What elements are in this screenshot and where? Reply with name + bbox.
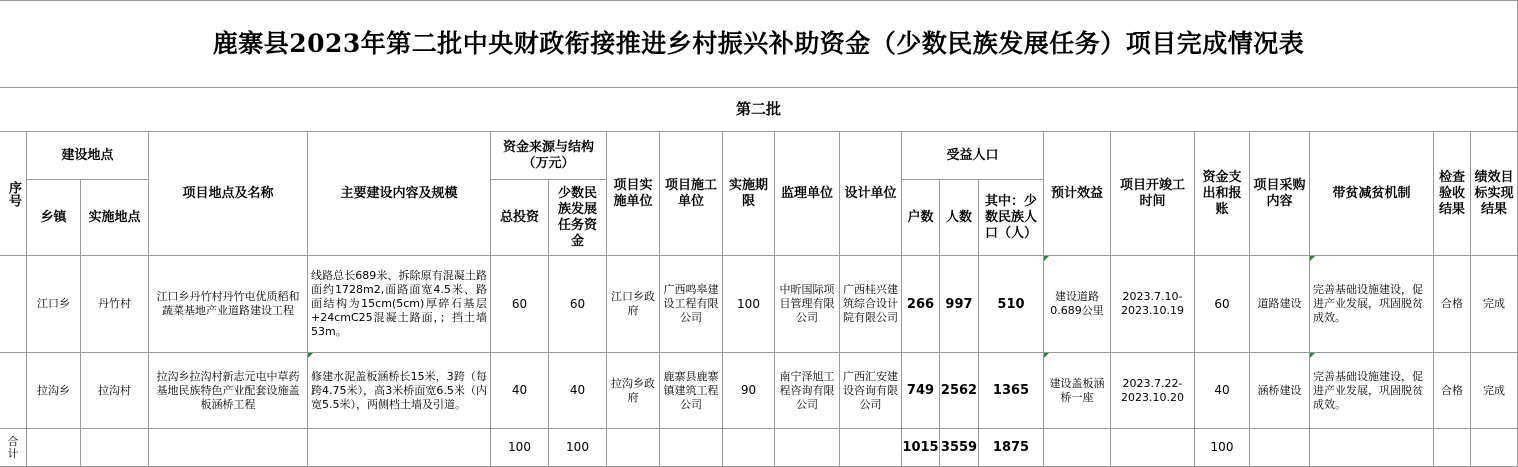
row-1-people: 997	[940, 256, 979, 353]
row-1-content: 线路总长689米、拆除原有混凝土路面约1728m2,面路面宽4.5米、路面结构为15cm(5cm)厚碎石基层+24cmC25混凝土路面，；挡土墙53m。	[308, 256, 491, 353]
header-start-end: 项目开竣工时间	[1111, 132, 1195, 256]
comment-marker-icon	[1044, 256, 1049, 261]
total-project-name	[149, 429, 308, 467]
header-mechanism: 带贫减贫机制	[1310, 132, 1434, 256]
table-title: 鹿寨县2023年第二批中央财政衔接推进乡村振兴补助资金（少数民族发展任务）项目完成情况表	[0, 0, 1518, 88]
header-people: 人数	[940, 180, 979, 256]
header-expense: 资金支出和报账	[1195, 132, 1250, 256]
header-seq: 序号	[0, 132, 27, 256]
header-supervision: 监理单位	[775, 132, 840, 256]
row-2-design: 广西汇安建设咨询有限公司	[840, 353, 902, 429]
total-mechanism	[1310, 429, 1434, 467]
header-minority-people: 其中：少数民族人口（人）	[979, 180, 1044, 256]
table-row-1-seq	[0, 256, 27, 353]
row-1-township: 江口乡	[27, 256, 81, 353]
row-1-procurement: 道路建设	[1250, 256, 1310, 353]
batch-label: 第二批	[0, 88, 1518, 132]
row-1-minority-fund: 60	[549, 256, 607, 353]
total-impl-unit	[607, 429, 660, 467]
header-site: 实施地点	[81, 180, 149, 256]
row-2-mechanism	[1310, 353, 1434, 429]
header-expected: 预计效益	[1044, 132, 1111, 256]
row-1-site: 丹竹村	[81, 256, 149, 353]
total-minority-people: 1875	[979, 429, 1044, 467]
row-2-township: 拉沟乡	[27, 353, 81, 429]
row-2-expected	[1044, 353, 1111, 429]
comment-marker-icon	[1310, 256, 1315, 261]
row-1-performance: 完成	[1471, 256, 1518, 353]
total-content	[308, 429, 491, 467]
total-time	[1111, 429, 1195, 467]
header-fund: 资金来源与结构（万元）	[491, 132, 607, 180]
row-1-constr-unit: 广西鸣皋建设工程有限公司	[660, 256, 723, 353]
row-2-impl-unit: 拉沟乡政府	[607, 353, 660, 429]
comment-marker-icon	[308, 353, 313, 358]
header-period: 实施期限	[723, 132, 775, 256]
total-expected	[1044, 429, 1111, 467]
row-2-time: 2023.7.22-2023.10.20	[1111, 353, 1195, 429]
comment-marker-icon	[1310, 353, 1315, 358]
row-2-project-name: 拉沟乡拉沟村新志元屯中草药基地民族特色产业配套设施盖板涵桥工程	[149, 353, 308, 429]
header-impl-unit: 项目实施单位	[607, 132, 660, 256]
row-1-total: 60	[491, 256, 549, 353]
row-2-procurement: 涵桥建设	[1250, 353, 1310, 429]
row-1-period: 100	[723, 256, 775, 353]
total-households: 1015	[902, 429, 940, 467]
row-2-constr-unit: 鹿寨县鹿寨镇建筑工程公司	[660, 353, 723, 429]
row-2-people: 2562	[940, 353, 979, 429]
row-2-inspection: 合格	[1434, 353, 1471, 429]
row-2-minority-people: 1365	[979, 353, 1044, 429]
header-households: 户数	[902, 180, 940, 256]
total-constr-unit	[660, 429, 723, 467]
header-minority-fund: 少数民族发展任务资金	[549, 180, 607, 256]
header-benefit: 受益人口	[902, 132, 1044, 180]
comment-marker-icon	[1044, 353, 1049, 358]
row-2-mechanism-text: 完善基础设施建设，促进产业发展，巩固脱贫成效。	[1313, 369, 1423, 411]
row-1-design: 广西桂兴建筑综合设计院有限公司	[840, 256, 902, 353]
row-1-mechanism	[1310, 256, 1434, 353]
total-minority-fund: 100	[549, 429, 607, 467]
row-1-expected-text: 建设道路0.689公里	[1050, 290, 1104, 317]
row-2-supervision: 南宁泽旭工程咨询有限公司	[775, 353, 840, 429]
total-design	[840, 429, 902, 467]
row-2-content-text: 修建水泥盖板涵桥长15米，3跨（每跨4.75米），高3米桥面宽6.5米（内宽5.5米），两侧档土墙及引道。	[311, 369, 487, 411]
row-1-inspection: 合格	[1434, 256, 1471, 353]
row-1-minority-people: 510	[979, 256, 1044, 353]
header-constr-unit: 项目施工单位	[660, 132, 723, 256]
total-supervision	[775, 429, 840, 467]
total-procurement	[1250, 429, 1310, 467]
total-period	[723, 429, 775, 467]
header-project-name: 项目地点及名称	[149, 132, 308, 256]
row-1-time: 2023.7.10-2023.10.19	[1111, 256, 1195, 353]
row-2-performance: 完成	[1471, 353, 1518, 429]
row-1-impl-unit: 江口乡政府	[607, 256, 660, 353]
row-2-expected-text: 建设盖板涵桥一座	[1049, 376, 1105, 404]
row-1-expense: 60	[1195, 256, 1250, 353]
row-1-project-name: 江口乡丹竹村丹竹屯优质稻和蔬菜基地产业道路建设工程	[149, 256, 308, 353]
total-township	[27, 429, 81, 467]
table-row-2-seq	[0, 353, 27, 429]
row-2-content	[308, 353, 491, 429]
total-inspection	[1434, 429, 1471, 467]
total-performance	[1471, 429, 1518, 467]
row-1-expected	[1044, 256, 1111, 353]
row-2-minority-fund: 40	[549, 353, 607, 429]
row-1-households: 266	[902, 256, 940, 353]
total-site	[81, 429, 149, 467]
header-total-invest: 总投资	[491, 180, 549, 256]
header-procurement: 项目采购内容	[1250, 132, 1310, 256]
row-1-supervision: 中昕国际项目管理有限公司	[775, 256, 840, 353]
row-2-site: 拉沟村	[81, 353, 149, 429]
header-inspection: 检查验收结果	[1434, 132, 1471, 256]
row-2-expense: 40	[1195, 353, 1250, 429]
header-content: 主要建设内容及规模	[308, 132, 491, 256]
total-expense: 100	[1195, 429, 1250, 467]
row-2-households: 749	[902, 353, 940, 429]
header-performance: 绩效目标实现结果	[1471, 132, 1518, 256]
header-township: 乡镇	[27, 180, 81, 256]
header-location: 建设地点	[27, 132, 149, 180]
row-2-period: 90	[723, 353, 775, 429]
header-design: 设计单位	[840, 132, 902, 256]
total-investment: 100	[491, 429, 549, 467]
row-2-total: 40	[491, 353, 549, 429]
row-1-mechanism-text: 完善基础设施建设，促进产业发展，巩固脱贫成效。	[1313, 283, 1423, 324]
total-people: 3559	[940, 429, 979, 467]
total-label: 合计	[0, 429, 27, 467]
